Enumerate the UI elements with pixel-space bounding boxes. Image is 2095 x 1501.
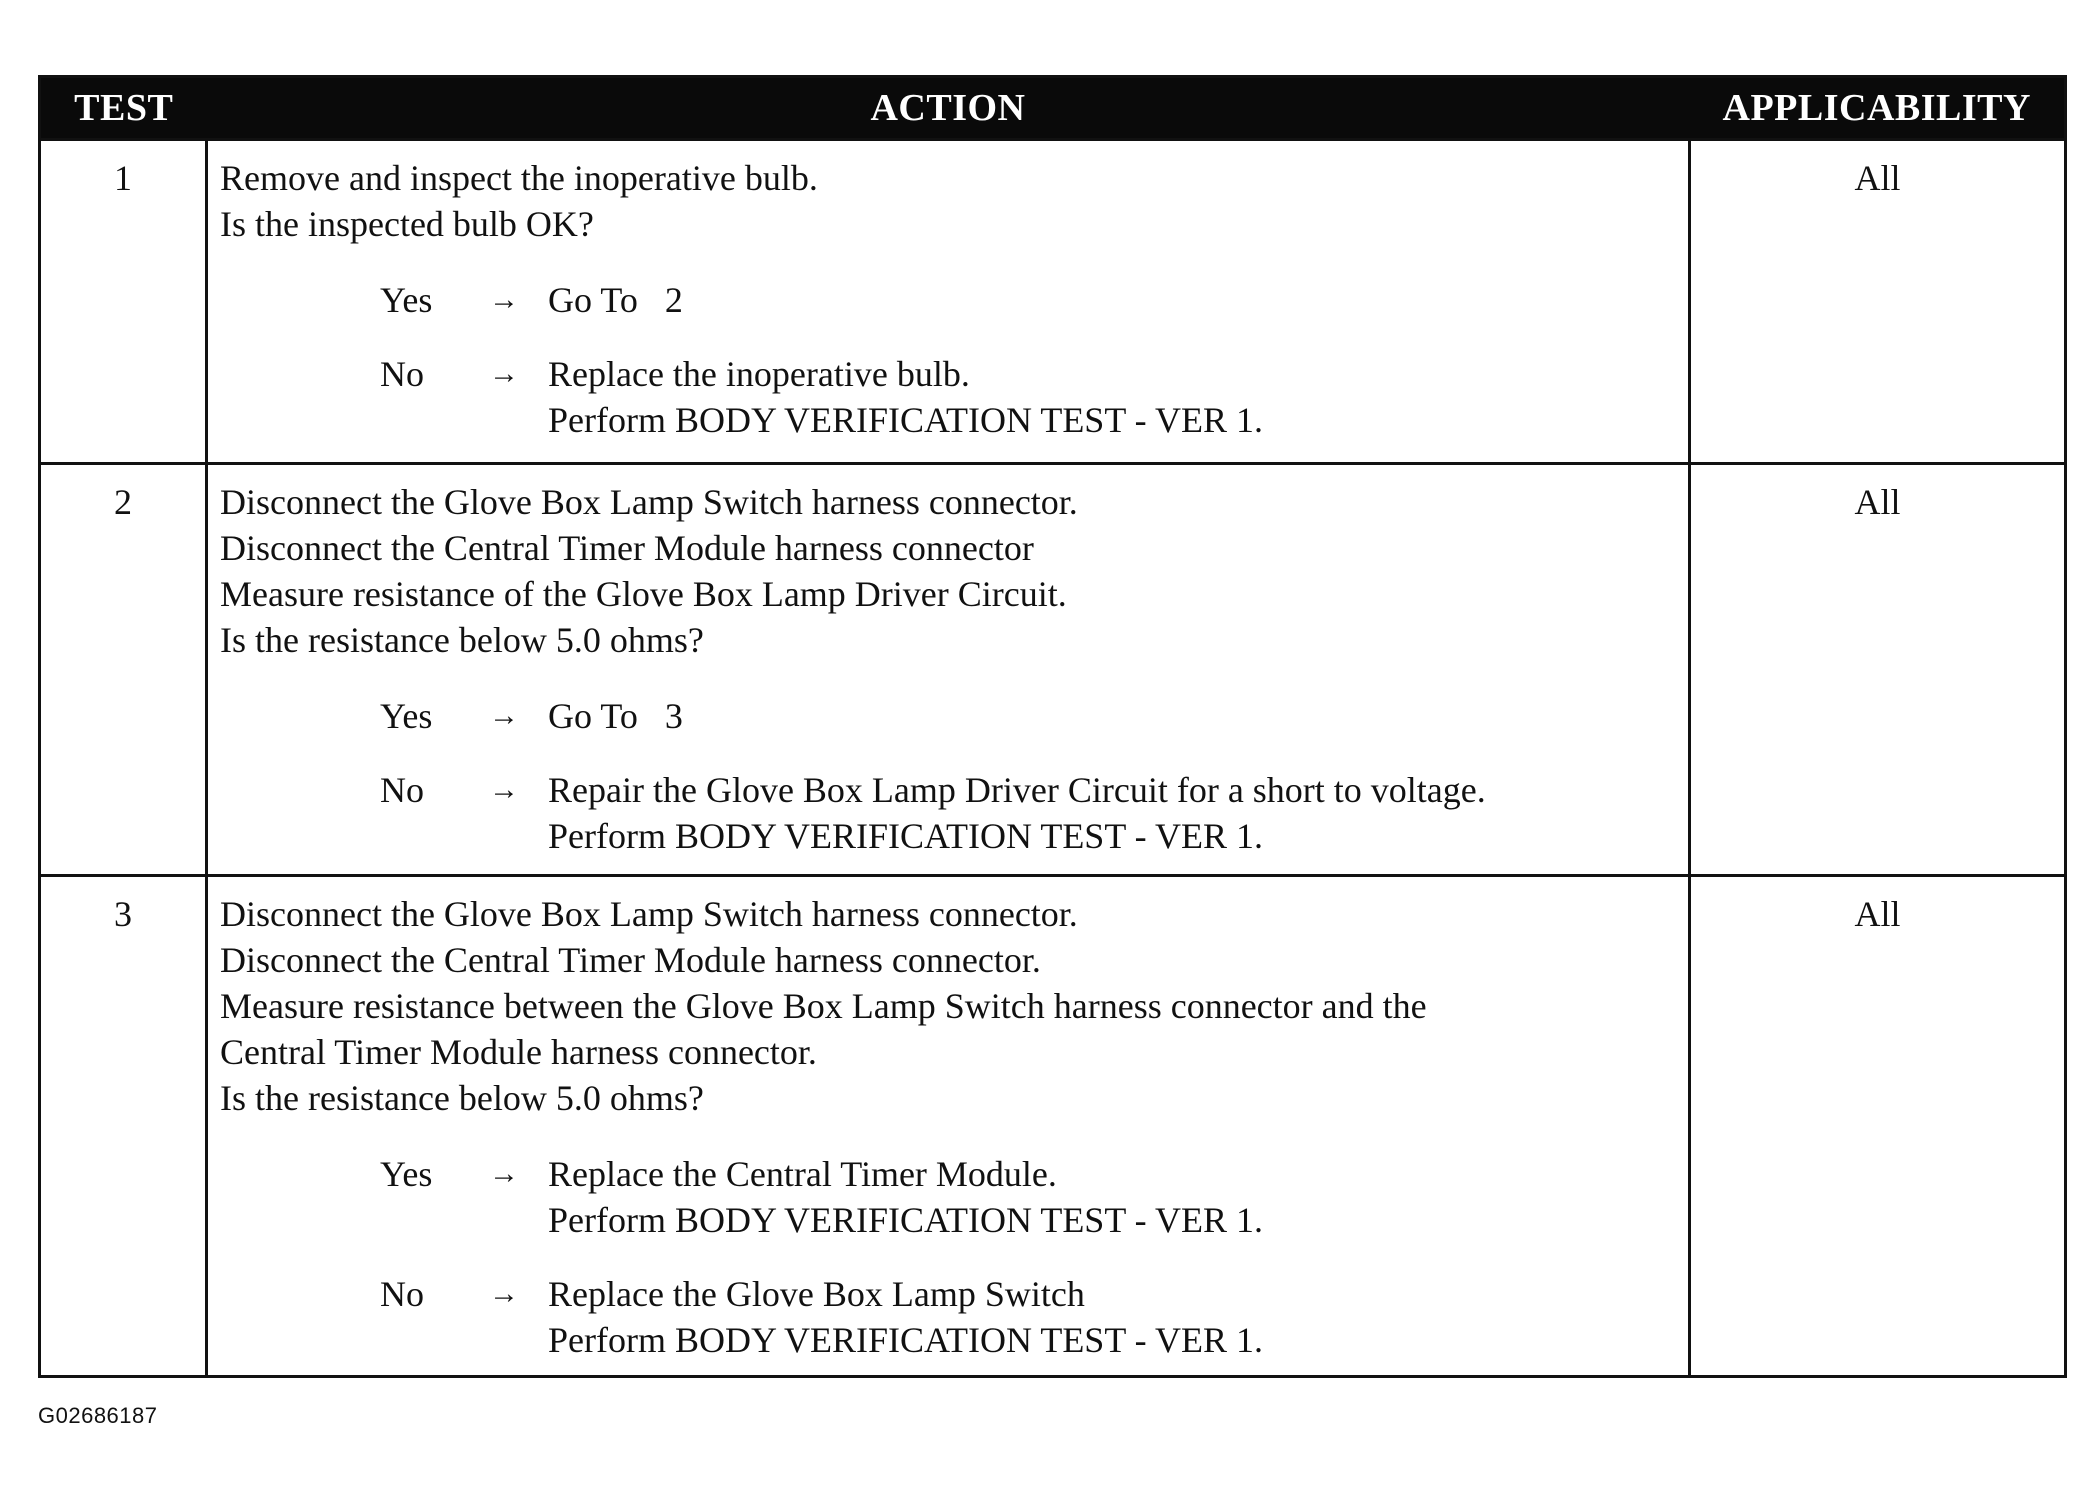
table-row — [40, 140, 2066, 464]
table-row — [40, 464, 2066, 876]
table-header-row — [40, 77, 2066, 140]
action-cell — [207, 464, 1690, 876]
right-arrow-icon: → — [489, 1157, 519, 1190]
answer-label: Yes — [380, 696, 433, 736]
result-line: Replace the Glove Box Lamp Switch — [548, 1274, 1085, 1314]
result-line: Replace the Central Timer Module. — [548, 1154, 1057, 1194]
outcome-no — [220, 1271, 1682, 1363]
answer-label: No — [380, 770, 424, 810]
action-step: Remove and inspect the inoperative bulb. — [220, 158, 818, 198]
table-row — [40, 876, 2066, 1377]
action-step: Measure resistance between the Glove Box Lamp Switch harness connector and the — [220, 986, 1427, 1026]
applicability-value: All — [1690, 140, 2066, 464]
action-step: Disconnect the Glove Box Lamp Switch harness connector. — [220, 482, 1078, 522]
outcome-yes — [220, 1151, 1682, 1243]
figure-code: G02686187 — [38, 1403, 158, 1428]
answer-label: Yes — [380, 1154, 433, 1194]
outcome-no — [220, 351, 1682, 443]
action-cell — [207, 876, 1690, 1377]
result-line: Repair the Glove Box Lamp Driver Circuit for a short to voltage. — [548, 770, 1486, 810]
result-line: Go To 3 — [548, 696, 683, 736]
action-step: Disconnect the Central Timer Module harness connector. — [220, 940, 1041, 980]
action-step: Central Timer Module harness connector. — [220, 1032, 817, 1072]
header-action: ACTION — [207, 77, 1690, 140]
answer-label: No — [380, 354, 424, 394]
right-arrow-icon: → — [489, 699, 519, 732]
outcome-yes — [220, 277, 1682, 323]
outcome-result — [548, 1271, 1682, 1363]
right-arrow-icon: → — [489, 283, 519, 316]
test-number: 1 — [40, 140, 207, 464]
outcome-yes — [220, 693, 1682, 739]
result-line: Perform BODY VERIFICATION TEST - VER 1. — [548, 1200, 1264, 1240]
action-step: Measure resistance of the Glove Box Lamp Driver Circuit. — [220, 574, 1067, 614]
right-arrow-icon: → — [489, 1277, 519, 1310]
outcome-result — [548, 351, 1682, 443]
outcome-result — [548, 277, 1682, 323]
outcome-no — [220, 767, 1682, 859]
diagnostic-test-table — [38, 75, 2067, 1378]
action-step: Disconnect the Glove Box Lamp Switch harness connector. — [220, 894, 1078, 934]
right-arrow-icon: → — [489, 773, 519, 806]
header-applicability: APPLICABILITY — [1690, 77, 2066, 140]
answer-label: No — [380, 1274, 424, 1314]
result-line: Perform BODY VERIFICATION TEST - VER 1. — [548, 1320, 1264, 1360]
answer-label: Yes — [380, 280, 433, 320]
right-arrow-icon: → — [489, 357, 519, 390]
header-test: TEST — [40, 77, 207, 140]
result-line: Replace the inoperative bulb. — [548, 354, 970, 394]
action-cell — [207, 140, 1690, 464]
applicability-value: All — [1690, 464, 2066, 876]
outcome-result — [548, 693, 1682, 739]
applicability-value: All — [1690, 876, 2066, 1377]
action-question: Is the resistance below 5.0 ohms? — [220, 620, 704, 660]
action-question: Is the inspected bulb OK? — [220, 204, 594, 244]
action-step: Disconnect the Central Timer Module harness connector — [220, 528, 1034, 568]
test-number: 2 — [40, 464, 207, 876]
outcome-result — [548, 767, 1682, 859]
outcome-result — [548, 1151, 1682, 1243]
action-question: Is the resistance below 5.0 ohms? — [220, 1078, 704, 1118]
result-line: Perform BODY VERIFICATION TEST - VER 1. — [548, 816, 1264, 856]
result-line: Perform BODY VERIFICATION TEST - VER 1. — [548, 400, 1264, 440]
test-number: 3 — [40, 876, 207, 1377]
result-line: Go To 2 — [548, 280, 683, 320]
